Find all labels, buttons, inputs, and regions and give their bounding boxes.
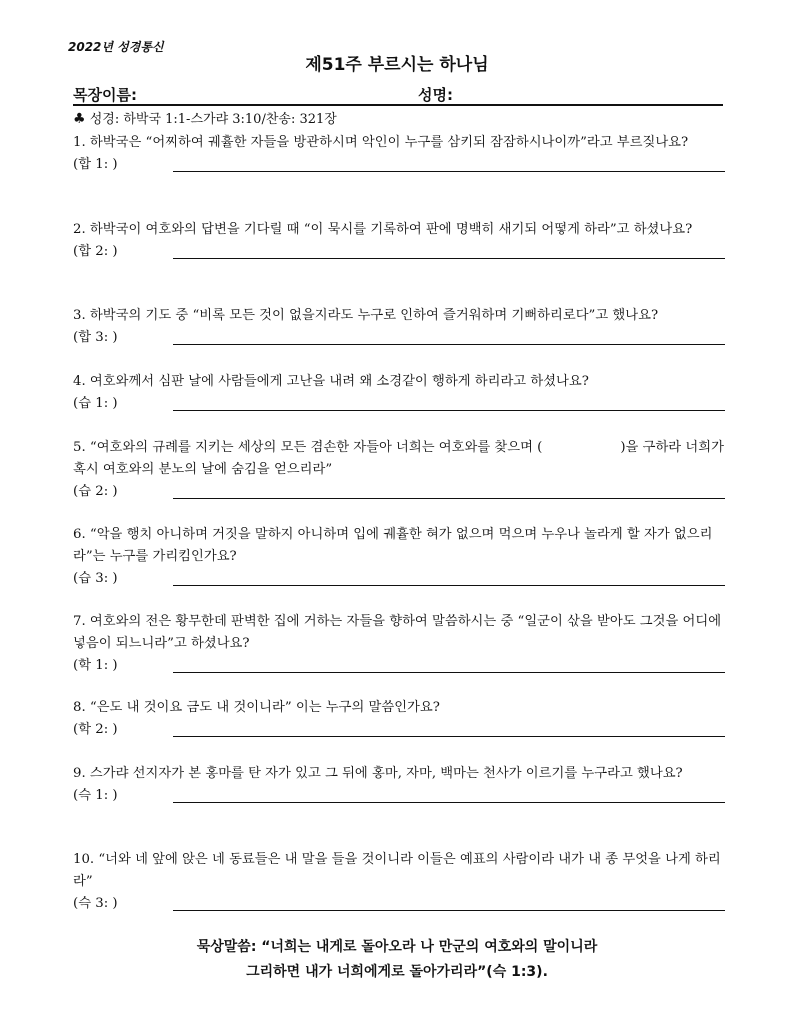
answer-line[interactable]: [173, 344, 725, 345]
memory-verse-line-1: 묵상말씀: “너희는 내게로 돌아오라 나 만군의 여호와의 말이니라: [196, 939, 598, 955]
answer-reference: (습 2: ): [73, 484, 118, 499]
page-title: 제51주 부르시는 하나님: [305, 55, 489, 75]
answer-line[interactable]: [173, 171, 725, 172]
group-name-label: 목장이름:: [73, 86, 137, 104]
scripture-reading: [73, 108, 337, 127]
question-4: [73, 371, 725, 415]
answer-line[interactable]: [173, 736, 725, 737]
answer-line[interactable]: [173, 258, 725, 259]
answer-reference: (습 1: ): [73, 396, 118, 411]
answer-line[interactable]: [173, 672, 725, 673]
question-text: 6. “악을 행치 아니하며 거짓을 말하지 아니하며 입에 궤휼한 혀가 없으며 먹으며 누우나 놀라게 할 자가 없으리라”는 누구를 가리킴인가요?: [73, 527, 713, 564]
scripture-text: 성경: 하박국 1:1-스가랴 3:10/찬송: 321장: [89, 112, 337, 127]
question-text: 1. 하박국은 “어찌하여 궤휼한 자들을 방관하시며 악인이 누구를 삼키되 잠잠하시나이까”라고 부르짖나요?: [73, 135, 689, 150]
question-text: 8. “은도 내 것이요 금도 내 것이니라” 이는 누구의 말씀인가요?: [73, 700, 440, 715]
answer-line[interactable]: [173, 910, 725, 911]
answer-line[interactable]: [173, 802, 725, 803]
question-7: [73, 611, 725, 677]
question-5: [73, 437, 725, 503]
answer-reference: (슥 3: ): [73, 896, 118, 911]
answer-line[interactable]: [173, 410, 725, 411]
question-10: [73, 849, 725, 915]
question-text: 3. 하박국의 기도 중 “비록 모든 것이 없을지라도 누구로 인하여 즐거워하며 기뻐하리로다”고 했나요?: [73, 308, 659, 323]
answer-reference: (슥 1: ): [73, 788, 118, 803]
question-8: [73, 697, 725, 741]
memory-verse-line-2: 그리하면 내가 너희에게로 돌아가리라”(슥 1:3).: [246, 964, 548, 980]
year-label: 2022년 성경통신: [68, 40, 164, 54]
question-3: [73, 305, 725, 349]
answer-reference: (학 2: ): [73, 722, 118, 737]
memory-verse: [0, 935, 794, 985]
question-text: 5. “여호와의 규례를 지키는 세상의 모든 겸손한 자들아 너희는 여호와를 찾으며 ( )을 구하라 너희가 혹시 여호와의 분노의 날에 숨김을 얻으리라”: [73, 440, 724, 477]
name-row: [73, 84, 723, 106]
answer-reference: (습 3: ): [73, 571, 118, 586]
question-text: 4. 여호와께서 심판 날에 사람들에게 고난을 내려 왜 소경같이 행하게 하리라고 하셨나요?: [73, 374, 589, 389]
answer-line[interactable]: [173, 585, 725, 586]
club-icon: ♣: [73, 111, 86, 127]
question-text: 9. 스가랴 선지자가 본 홍마를 탄 자가 있고 그 뒤에 홍마, 자마, 백마는 천사가 이르기를 누구라고 했나요?: [73, 766, 683, 781]
question-text: 10. “너와 네 앞에 앉은 네 동료들은 내 말을 들을 것이니라 이들은 예표의 사람이라 내가 내 종 무엇을 나게 하리라”: [73, 852, 721, 889]
question-2: [73, 219, 725, 263]
answer-line[interactable]: [173, 498, 725, 499]
answer-reference: (학 1: ): [73, 658, 118, 673]
question-text: 7. 여호와의 전은 황무한데 판벽한 집에 거하는 자들을 향하여 말씀하시는 중 “일군이 삯을 받아도 그것을 어디에 넣음이 되느니라”고 하셨나요?: [73, 614, 722, 651]
question-6: [73, 524, 725, 590]
question-9: [73, 763, 725, 807]
question-text: 2. 하박국이 여호와의 답변을 기다릴 때 “이 묵시를 기록하여 판에 명백히 새기되 어떻게 하라”고 하셨나요?: [73, 222, 693, 237]
question-1: [73, 132, 725, 176]
answer-reference: (합 2: ): [73, 244, 118, 259]
answer-reference: (합 3: ): [73, 330, 118, 345]
answer-reference: (합 1: ): [73, 157, 118, 172]
person-name-label: 성명:: [418, 86, 453, 104]
